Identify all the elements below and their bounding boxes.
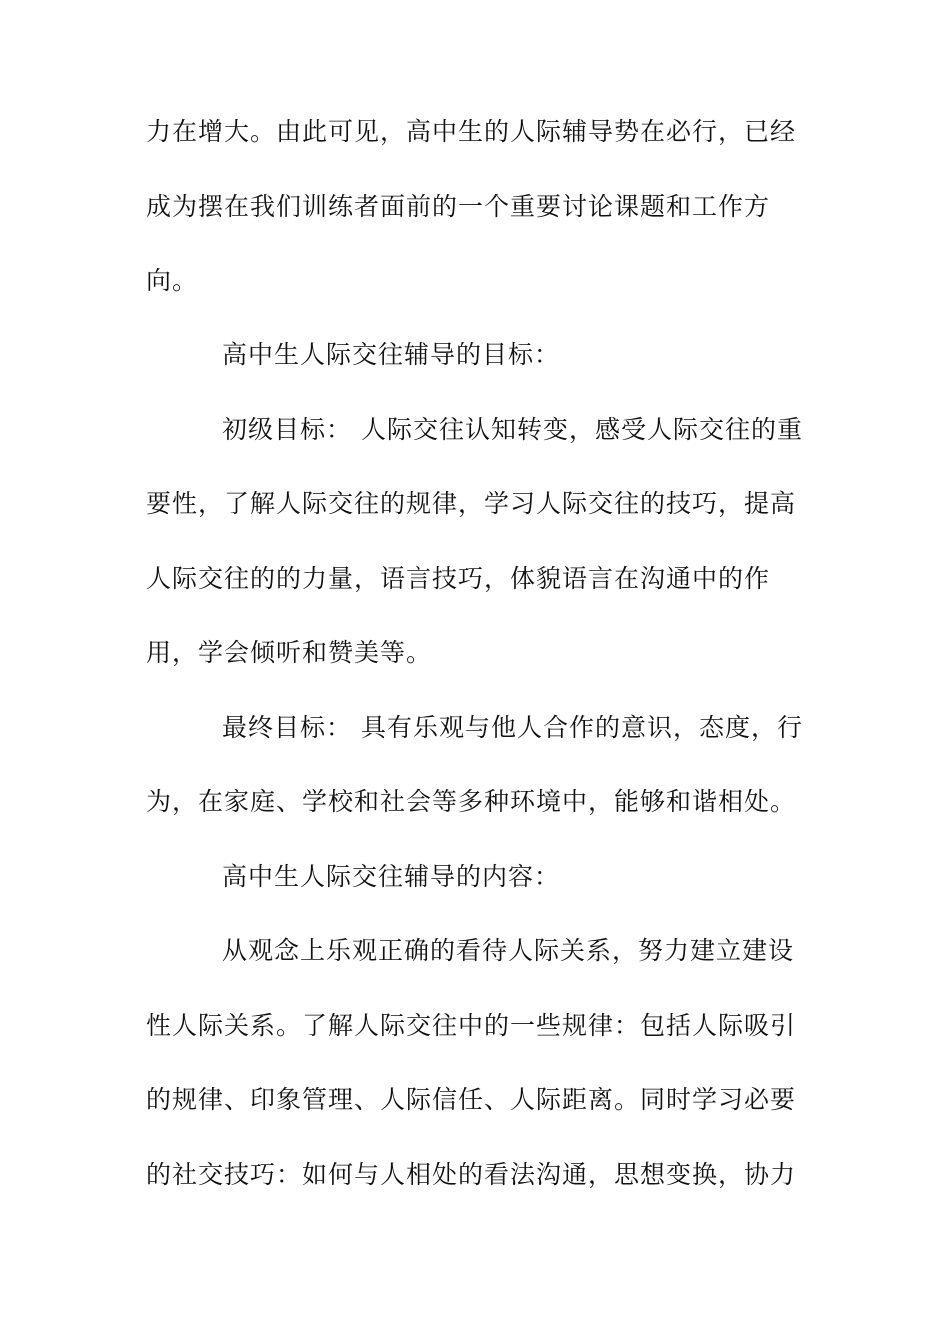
text-line: 向。 [146, 266, 199, 295]
section-heading: 高中生人际交往辅导的目标： [222, 340, 561, 369]
text-line: 用，学会倾听和赞美等。 [146, 638, 433, 667]
section-heading: 高中生人际交往辅导的内容： [222, 862, 561, 891]
text-line: 初级目标： 人际交往认知转变，感受人际交往的重 [222, 415, 803, 444]
text-line: 要性，了解人际交往的规律，学习人际交往的技巧，提高 [146, 489, 797, 518]
text-line: 最终目标： 具有乐观与他人合作的意识，态度，行 [222, 713, 803, 742]
text-line: 性人际关系。了解人际交往中的一些规律：包括人际吸引 [146, 1011, 797, 1040]
text-line: 的规律、印象管理、人际信任、人际距离。同时学习必要 [146, 1085, 797, 1114]
text-line: 从观念上乐观正确的看待人际关系，努力建立建设 [222, 936, 795, 965]
text-line: 成为摆在我们训练者面前的一个重要讨论课题和工作方 [146, 192, 771, 221]
text-line: 为，在家庭、学校和社会等多种环境中，能够和谐相处。 [146, 787, 797, 816]
text-line: 力在增大。由此可见，高中生的人际辅导势在必行，已经 [146, 117, 797, 146]
text-line: 人际交往的的力量，语言技巧，体貌语言在沟通中的作 [146, 564, 771, 593]
text-line: 的社交技巧：如何与人相处的看法沟通，思想变换，协力 [146, 1160, 797, 1189]
